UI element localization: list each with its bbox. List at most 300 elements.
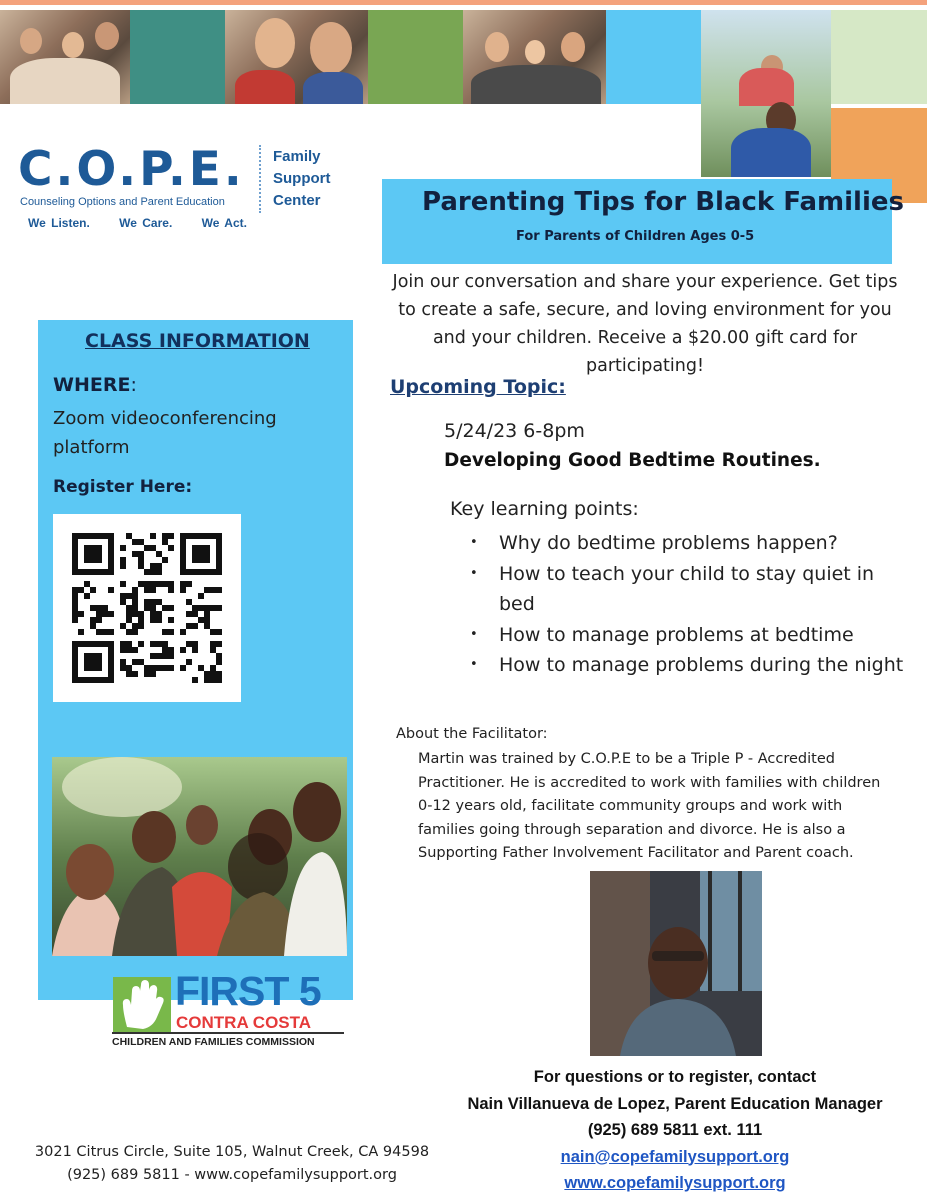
qr-module — [168, 647, 174, 653]
qr-module — [108, 569, 114, 575]
qr-module — [120, 641, 126, 647]
qr-module — [126, 671, 132, 677]
qr-module — [204, 545, 210, 551]
qr-module — [186, 533, 192, 539]
qr-module — [150, 545, 156, 551]
qr-module — [186, 599, 192, 605]
qr-module — [132, 611, 138, 617]
qr-module — [156, 641, 162, 647]
qr-module — [132, 605, 138, 611]
qr-module — [90, 659, 96, 665]
color-tile-blue — [606, 10, 701, 104]
qr-module — [108, 587, 114, 593]
qr-module — [90, 551, 96, 557]
qr-module — [78, 569, 84, 575]
qr-module — [132, 671, 138, 677]
qr-module — [120, 593, 126, 599]
qr-module — [168, 581, 174, 587]
qr-module — [168, 629, 174, 635]
qr-module — [108, 557, 114, 563]
qr-module — [96, 605, 102, 611]
qr-module — [198, 545, 204, 551]
qr-module — [156, 617, 162, 623]
qr-module — [192, 557, 198, 563]
qr-module — [96, 659, 102, 665]
qr-module — [192, 605, 198, 611]
qr-module — [186, 581, 192, 587]
qr-module — [96, 641, 102, 647]
qr-module — [72, 647, 78, 653]
qr-module — [72, 599, 78, 605]
qr-module — [150, 641, 156, 647]
qr-module — [90, 587, 96, 593]
qr-module — [210, 533, 216, 539]
qr-module — [150, 569, 156, 575]
qr-module — [108, 629, 114, 635]
family-group-illustration — [52, 757, 347, 956]
qr-module — [84, 593, 90, 599]
qr-module — [216, 587, 222, 593]
contact-phone: (925) 689 5811 ext. 111 — [587, 1121, 763, 1139]
qr-module — [96, 617, 102, 623]
qr-module — [108, 653, 114, 659]
qr-module — [72, 563, 78, 569]
first5-commission: CHILDREN AND FAMILIES COMMISSION — [112, 1036, 315, 1048]
qr-module — [102, 605, 108, 611]
qr-module — [84, 557, 90, 563]
qr-module — [198, 551, 204, 557]
qr-module — [96, 533, 102, 539]
color-tile-green — [368, 10, 463, 104]
qr-module — [72, 641, 78, 647]
qr-module — [198, 557, 204, 563]
qr-module — [120, 665, 126, 671]
qr-module — [180, 665, 186, 671]
qr-module — [150, 617, 156, 623]
qr-module — [150, 533, 156, 539]
qr-module — [216, 605, 222, 611]
qr-module — [216, 533, 222, 539]
qr-module — [216, 653, 222, 659]
qr-module — [84, 677, 90, 683]
father-child-photo-tile — [701, 10, 831, 177]
qr-module — [120, 659, 126, 665]
qr-module — [162, 647, 168, 653]
cope-logo-subtitle: Counseling Options and Parent Education — [20, 196, 225, 208]
address-line-2: (925) 689 5811 - www.copefamilysupport.org — [67, 1167, 397, 1183]
qr-module — [204, 587, 210, 593]
list-item: • How to teach your child to stay quiet in bed — [470, 559, 910, 620]
qr-module — [150, 665, 156, 671]
qr-module — [180, 551, 186, 557]
qr-module — [78, 533, 84, 539]
qr-module — [90, 569, 96, 575]
qr-module — [216, 551, 222, 557]
qr-module — [72, 587, 78, 593]
contact-block — [410, 1064, 927, 1197]
session-date: 5/24/23 6-8pm — [444, 420, 585, 442]
qr-module — [96, 665, 102, 671]
qr-module — [210, 587, 216, 593]
qr-module — [72, 545, 78, 551]
qr-module — [90, 617, 96, 623]
qr-module — [138, 623, 144, 629]
tagline-listen: We Listen. — [28, 216, 90, 230]
qr-module — [144, 545, 150, 551]
qr-module — [150, 587, 156, 593]
qr-module — [156, 563, 162, 569]
qr-module — [96, 677, 102, 683]
qr-module — [108, 671, 114, 677]
qr-module — [78, 611, 84, 617]
qr-module — [90, 653, 96, 659]
qr-module — [144, 581, 150, 587]
qr-module — [156, 599, 162, 605]
qr-module — [108, 677, 114, 683]
facilitator-photo — [590, 871, 762, 1056]
qr-module — [72, 605, 78, 611]
qr-module — [108, 533, 114, 539]
qr-module — [72, 569, 78, 575]
qr-module — [90, 665, 96, 671]
qr-module — [216, 563, 222, 569]
qr-module — [108, 539, 114, 545]
qr-module — [78, 629, 84, 635]
family-photo-tile-3 — [463, 10, 606, 104]
qr-module — [72, 671, 78, 677]
qr-module — [168, 653, 174, 659]
qr-module — [120, 581, 126, 587]
qr-module — [84, 581, 90, 587]
qr-module — [204, 605, 210, 611]
contact-email-link[interactable]: nain@copefamilysupport.org — [560, 1147, 790, 1166]
qr-module — [132, 599, 138, 605]
facilitator-bio: Martin was trained by C.O.P.E to be a Triple P - Accredited Practitioner. He is accredited to work with families with children 0-12 years old, facilitate community groups and work with families going through separation and divorce. He is also a Supporting Father Involvement Facilitator and Parent coach. — [418, 751, 881, 861]
qr-module — [108, 647, 114, 653]
qr-module — [180, 569, 186, 575]
qr-module — [84, 659, 90, 665]
qr-module — [216, 671, 222, 677]
qr-module — [156, 551, 162, 557]
color-tile-teal — [130, 10, 225, 104]
qr-module — [204, 611, 210, 617]
qr-module — [144, 599, 150, 605]
registration-qr-code[interactable] — [53, 514, 241, 702]
qr-module — [186, 641, 192, 647]
where-colon: : — [130, 374, 137, 396]
qr-module — [132, 539, 138, 545]
qr-module — [126, 665, 132, 671]
qr-module — [186, 569, 192, 575]
upcoming-topic-heading: Upcoming Topic: — [390, 376, 566, 398]
website-link[interactable]: www.copefamilysupport.org — [564, 1174, 786, 1192]
qr-module — [150, 563, 156, 569]
qr-module — [72, 551, 78, 557]
qr-module — [138, 539, 144, 545]
qr-module — [192, 647, 198, 653]
qr-module — [204, 533, 210, 539]
qr-module — [180, 545, 186, 551]
qr-module — [162, 629, 168, 635]
qr-module — [84, 551, 90, 557]
qr-module — [126, 605, 132, 611]
first5-logo-text: FIRST 5 — [175, 968, 321, 1014]
qr-module — [84, 533, 90, 539]
qr-module — [198, 533, 204, 539]
qr-module — [108, 545, 114, 551]
qr-module — [138, 557, 144, 563]
qr-module — [90, 545, 96, 551]
qr-module — [162, 539, 168, 545]
qr-module — [132, 647, 138, 653]
qr-module — [150, 653, 156, 659]
cope-logo-wordmark: C.O.P.E. — [18, 142, 245, 197]
qr-module — [216, 677, 222, 683]
qr-module — [204, 677, 210, 683]
qr-module — [198, 593, 204, 599]
qr-module — [144, 569, 150, 575]
qr-module — [210, 605, 216, 611]
qr-module — [72, 653, 78, 659]
where-label — [53, 374, 137, 396]
qr-module — [84, 665, 90, 671]
qr-module — [120, 563, 126, 569]
qr-module — [90, 677, 96, 683]
qr-module — [90, 605, 96, 611]
qr-module — [102, 677, 108, 683]
qr-module — [120, 545, 126, 551]
qr-module — [78, 641, 84, 647]
qr-module — [96, 611, 102, 617]
qr-module — [156, 611, 162, 617]
qr-module — [216, 629, 222, 635]
qr-module — [138, 641, 144, 647]
family-support-center-label — [273, 146, 331, 212]
qr-module — [126, 617, 132, 623]
qr-module — [96, 569, 102, 575]
qr-module — [126, 629, 132, 635]
qr-module — [78, 587, 84, 593]
qr-module — [126, 611, 132, 617]
qr-module — [96, 629, 102, 635]
qr-module — [216, 569, 222, 575]
qr-module — [198, 569, 204, 575]
qr-module — [210, 677, 216, 683]
qr-module — [186, 659, 192, 665]
qr-module — [120, 557, 126, 563]
key-points-label: Key learning points: — [450, 498, 639, 520]
title-banner — [382, 179, 904, 264]
qr-module — [216, 539, 222, 545]
family-group-photo — [52, 757, 347, 956]
qr-module — [138, 659, 144, 665]
qr-module — [96, 653, 102, 659]
qr-module — [192, 641, 198, 647]
facilitator-label: About the Facilitator: — [396, 726, 548, 742]
qr-module — [192, 551, 198, 557]
qr-module — [132, 659, 138, 665]
center-line-3: Center — [273, 192, 321, 209]
key-points-list — [470, 528, 910, 681]
qr-module — [204, 551, 210, 557]
qr-module — [162, 641, 168, 647]
qr-module — [72, 539, 78, 545]
qr-module — [192, 569, 198, 575]
qr-module — [204, 557, 210, 563]
qr-module — [150, 581, 156, 587]
qr-module — [132, 593, 138, 599]
qr-module — [90, 641, 96, 647]
contact-person: Nain Villanueva de Lopez, Parent Education Manager — [467, 1094, 883, 1113]
qr-module — [150, 611, 156, 617]
facilitator-illustration — [590, 871, 762, 1056]
qr-module — [138, 581, 144, 587]
qr-module — [144, 605, 150, 611]
qr-module — [162, 665, 168, 671]
qr-module — [210, 665, 216, 671]
qr-module — [180, 629, 186, 635]
qr-module — [168, 587, 174, 593]
qr-module — [180, 539, 186, 545]
qr-module — [162, 581, 168, 587]
qr-module — [162, 653, 168, 659]
logo-divider — [259, 145, 261, 213]
qr-module — [96, 557, 102, 563]
qr-module — [198, 617, 204, 623]
qr-module — [102, 533, 108, 539]
qr-module — [90, 623, 96, 629]
qr-module — [192, 623, 198, 629]
qr-module — [126, 647, 132, 653]
qr-module — [216, 545, 222, 551]
qr-module — [150, 605, 156, 611]
qr-module — [192, 545, 198, 551]
qr-module — [108, 641, 114, 647]
qr-module — [210, 647, 216, 653]
qr-module — [120, 647, 126, 653]
qr-module — [102, 569, 108, 575]
family-photo-tile-1 — [0, 10, 130, 104]
qr-module — [168, 617, 174, 623]
qr-module — [180, 587, 186, 593]
tagline-care: We Care. — [119, 216, 173, 230]
qr-module — [72, 533, 78, 539]
qr-module — [156, 581, 162, 587]
top-accent-line — [0, 0, 927, 5]
qr-module — [72, 677, 78, 683]
qr-module — [192, 533, 198, 539]
qr-module — [132, 551, 138, 557]
qr-module — [180, 563, 186, 569]
qr-module — [156, 653, 162, 659]
qr-module — [210, 671, 216, 677]
list-item: • How to manage problems at bedtime — [470, 620, 910, 651]
qr-module — [72, 665, 78, 671]
contact-intro: For questions or to register, contact — [533, 1068, 817, 1086]
qr-module — [72, 557, 78, 563]
center-line-2: Support — [273, 170, 331, 187]
qr-module — [180, 533, 186, 539]
qr-module — [210, 641, 216, 647]
qr-module — [126, 641, 132, 647]
qr-module — [168, 533, 174, 539]
first5-divider — [112, 1032, 344, 1034]
center-line-1: Family — [273, 148, 321, 165]
qr-module — [120, 623, 126, 629]
qr-module — [204, 617, 210, 623]
session-topic: Developing Good Bedtime Routines. — [444, 450, 821, 471]
qr-module — [204, 671, 210, 677]
qr-module — [126, 533, 132, 539]
list-item: • How to manage problems during the night — [470, 650, 910, 681]
qr-module — [72, 593, 78, 599]
address-line-1: 3021 Citrus Circle, Suite 105, Walnut Creek, CA 94598 — [34, 1144, 430, 1160]
qr-module — [138, 611, 144, 617]
qr-module — [162, 605, 168, 611]
qr-module — [84, 545, 90, 551]
footer-address — [22, 1141, 442, 1187]
qr-module — [210, 569, 216, 575]
color-tile-pale-green — [831, 10, 927, 104]
qr-module — [132, 629, 138, 635]
qr-module — [102, 611, 108, 617]
qr-module — [84, 653, 90, 659]
qr-module — [180, 581, 186, 587]
qr-module — [180, 557, 186, 563]
qr-module — [198, 605, 204, 611]
qr-module — [108, 551, 114, 557]
family-photo-tile-2 — [225, 10, 368, 104]
qr-module — [204, 569, 210, 575]
qr-module — [120, 599, 126, 605]
cope-tagline — [28, 216, 271, 230]
qr-module — [96, 551, 102, 557]
qr-module — [186, 611, 192, 617]
qr-module — [72, 659, 78, 665]
tagline-act: We Act. — [201, 216, 247, 230]
qr-code-icon — [53, 514, 241, 702]
qr-module — [144, 671, 150, 677]
qr-module — [138, 551, 144, 557]
qr-module — [180, 647, 186, 653]
qr-module — [210, 629, 216, 635]
qr-module — [132, 623, 138, 629]
qr-module — [168, 545, 174, 551]
qr-module — [72, 617, 78, 623]
where-value: Zoom videoconferencing platform — [53, 408, 277, 458]
qr-module — [144, 587, 150, 593]
where-word: WHERE — [53, 374, 131, 396]
qr-module — [168, 665, 174, 671]
qr-module — [102, 629, 108, 635]
qr-module — [156, 569, 162, 575]
first5-region: CONTRA COSTA — [176, 1013, 312, 1032]
qr-module — [108, 611, 114, 617]
qr-module — [84, 641, 90, 647]
qr-module — [192, 611, 198, 617]
qr-module — [150, 671, 156, 677]
qr-module — [108, 563, 114, 569]
qr-module — [156, 665, 162, 671]
qr-module — [126, 593, 132, 599]
qr-module — [216, 557, 222, 563]
qr-module — [90, 533, 96, 539]
qr-module — [150, 599, 156, 605]
qr-module — [186, 623, 192, 629]
qr-module — [216, 659, 222, 665]
first5-hand-icon — [113, 977, 171, 1032]
qr-module — [204, 623, 210, 629]
